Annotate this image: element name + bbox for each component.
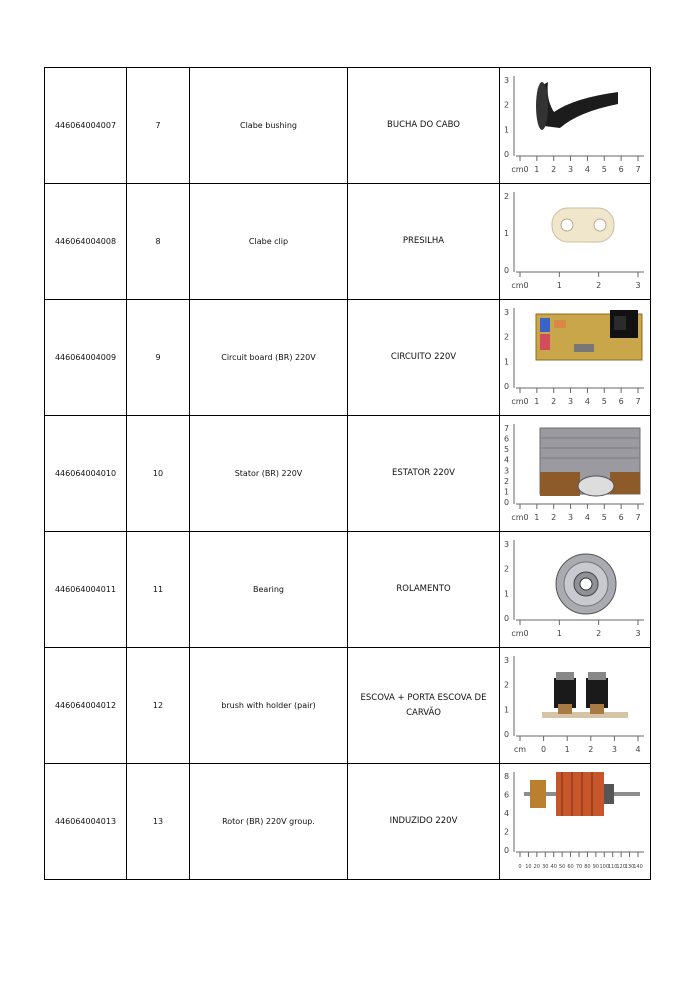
part-number: 446064004007 (45, 68, 127, 184)
part-photo-cell (500, 68, 651, 184)
ruler-x-label: 1 (534, 513, 540, 522)
ruler-x-label: 7 (635, 397, 641, 406)
ruler-y-label: 3 (504, 656, 510, 665)
ruler-y-label: 2 (504, 476, 510, 486)
ruler-x-label: cm0 (511, 513, 529, 522)
part-photo-cell (500, 300, 651, 416)
ruler-y-label: 1 (504, 125, 510, 135)
description-en: Rotor (BR) 220V group. (190, 764, 348, 880)
table-row (45, 764, 651, 880)
circuit-board-photo (500, 300, 650, 415)
ruler-x-label: 80 (584, 864, 591, 870)
part-photo-cell (500, 416, 651, 532)
ruler-y-label: 2 (504, 100, 510, 110)
ruler-x-label: cm0 (511, 281, 529, 290)
ruler-x-label: 3 (611, 745, 617, 754)
ruler-y-label: 0 (504, 846, 510, 855)
parts-table (44, 67, 651, 880)
description-en: brush with holder (pair) (190, 648, 348, 764)
ruler-x-label: 40 (550, 864, 557, 870)
table-row (45, 416, 651, 532)
ruler-y-label: 6 (504, 434, 510, 444)
rotor-photo (500, 764, 650, 879)
ruler-y-label: 8 (504, 772, 510, 781)
part-number: 446064004013 (45, 764, 127, 880)
ruler-y-label: 0 (504, 730, 510, 739)
ruler-y-label: 0 (504, 382, 510, 391)
ruler-x-label: cm0 (511, 397, 529, 406)
ruler-x-label: 3 (568, 165, 574, 174)
stator-photo (500, 416, 650, 531)
ruler-x-label: 110 (607, 864, 618, 870)
ruler-y-label: 7 (504, 424, 510, 433)
table-row (45, 184, 651, 300)
table-row (45, 532, 651, 648)
ruler-x-label: 6 (618, 513, 624, 522)
table-row (45, 300, 651, 416)
part-number: 446064004010 (45, 416, 127, 532)
part-number: 446064004008 (45, 184, 127, 300)
description-pt: ESTATOR 220V (348, 416, 500, 532)
ruler-x-label: 5 (601, 513, 607, 522)
ruler-x-label: 4 (584, 165, 590, 174)
description-pt: INDUZIDO 220V (348, 764, 500, 880)
ruler-x-label: 2 (596, 281, 602, 290)
brush-holder-photo (500, 648, 650, 763)
ruler-y-label: 1 (504, 589, 510, 599)
description-pt: PRESILHA (348, 184, 500, 300)
position-number: 7 (127, 68, 190, 184)
ruler-x-label: 100 (599, 864, 610, 870)
table-row (45, 68, 651, 184)
position-number: 9 (127, 300, 190, 416)
cable-bushing-photo (500, 68, 650, 183)
ruler-x-label: 4 (635, 745, 641, 754)
ruler-x-label: cm (513, 745, 527, 754)
ruler-x-label: 6 (618, 165, 624, 174)
position-number: 13 (127, 764, 190, 880)
ruler-x-label: 2 (551, 513, 557, 522)
ruler-x-label: 3 (635, 281, 641, 290)
bearing-photo (500, 532, 650, 647)
description-en: Bearing (190, 532, 348, 648)
ruler-x-label: 70 (575, 864, 583, 870)
ruler-y-label: 3 (504, 540, 510, 549)
ruler-x-label: 1 (556, 629, 562, 638)
ruler-y-label: 0 (504, 150, 510, 159)
part-number: 446064004011 (45, 532, 127, 648)
position-number: 8 (127, 184, 190, 300)
ruler-x-label: 0 (541, 745, 547, 754)
ruler-x-label: 6 (618, 397, 624, 406)
ruler-y-label: 0 (504, 266, 510, 275)
ruler-y-label: 3 (504, 308, 510, 317)
ruler-x-label: 140 (633, 864, 643, 870)
ruler-y-label: 5 (504, 445, 510, 455)
cable-clip-photo (500, 184, 650, 299)
ruler-x-label: 20 (533, 864, 541, 870)
ruler-x-label: 10 (525, 864, 532, 870)
ruler-x-label: 3 (568, 397, 574, 406)
ruler-x-label: 2 (588, 745, 594, 754)
ruler-x-label: 50 (558, 864, 566, 870)
part-photo-cell (500, 764, 651, 880)
ruler-x-label: 90 (592, 864, 600, 870)
ruler-x-label: 1 (534, 397, 540, 406)
ruler-y-label: 1 (504, 357, 510, 367)
description-en: Circuit board (BR) 220V (190, 300, 348, 416)
ruler-y-label: 3 (504, 466, 510, 476)
ruler-x-label: 7 (635, 513, 641, 522)
description-en: Stator (BR) 220V (190, 416, 348, 532)
ruler-y-label: 2 (504, 564, 510, 574)
ruler-y-label: 2 (504, 332, 510, 342)
position-number: 10 (127, 416, 190, 532)
ruler (504, 76, 644, 174)
ruler-x-label: 5 (601, 397, 607, 406)
ruler-x-label: 2 (596, 629, 602, 638)
description-en: Clabe clip (190, 184, 348, 300)
ruler-y-label: 1 (504, 487, 510, 497)
position-number: 12 (127, 648, 190, 764)
ruler-y-label: 0 (504, 614, 510, 623)
ruler-y-label: 4 (504, 455, 510, 465)
ruler-x-label: 3 (568, 513, 574, 522)
table-row (45, 648, 651, 764)
ruler-y-label: 2 (504, 827, 510, 837)
ruler-y-label: 4 (504, 809, 510, 818)
part-photo-cell (500, 532, 651, 648)
part-number: 446064004012 (45, 648, 127, 764)
ruler-x-label: 7 (635, 165, 641, 174)
part-number: 446064004009 (45, 300, 127, 416)
ruler-x-label: cm0 (511, 165, 529, 174)
ruler-x-label: 5 (601, 165, 607, 174)
ruler-x-label: 1 (534, 165, 540, 174)
ruler-x-label: 4 (584, 513, 590, 522)
ruler-x-label: 120 (616, 864, 626, 870)
ruler-y-label: 2 (504, 680, 510, 690)
ruler-x-label: 2 (551, 165, 557, 174)
ruler-x-label: 1 (564, 745, 570, 754)
ruler-x-label: cm0 (511, 629, 529, 638)
ruler-y-label: 1 (504, 229, 510, 238)
ruler-x-label: 0 (518, 864, 522, 870)
ruler-y-label: 3 (504, 76, 510, 85)
part-photo-cell (500, 184, 651, 300)
position-number: 11 (127, 532, 190, 648)
description-pt: ROLAMENTO (348, 532, 500, 648)
part-photo-cell (500, 648, 651, 764)
ruler-y-label: 0 (504, 498, 510, 507)
ruler-x-label: 30 (542, 864, 549, 870)
description-en: Clabe bushing (190, 68, 348, 184)
ruler-y-label: 6 (504, 790, 510, 800)
ruler-y-label: 2 (504, 192, 510, 201)
ruler-x-label: 130 (624, 864, 635, 870)
ruler-x-label: 1 (556, 281, 562, 290)
ruler-x-label: 2 (551, 397, 557, 406)
description-pt: ESCOVA + PORTA ESCOVA DE CARVÃO (348, 648, 500, 764)
ruler-y-label: 1 (504, 705, 510, 715)
ruler-x-label: 4 (584, 397, 590, 406)
description-pt: BUCHA DO CABO (348, 68, 500, 184)
description-pt: CIRCUITO 220V (348, 300, 500, 416)
ruler-x-label: 3 (635, 629, 641, 638)
ruler-x-label: 60 (567, 864, 574, 870)
